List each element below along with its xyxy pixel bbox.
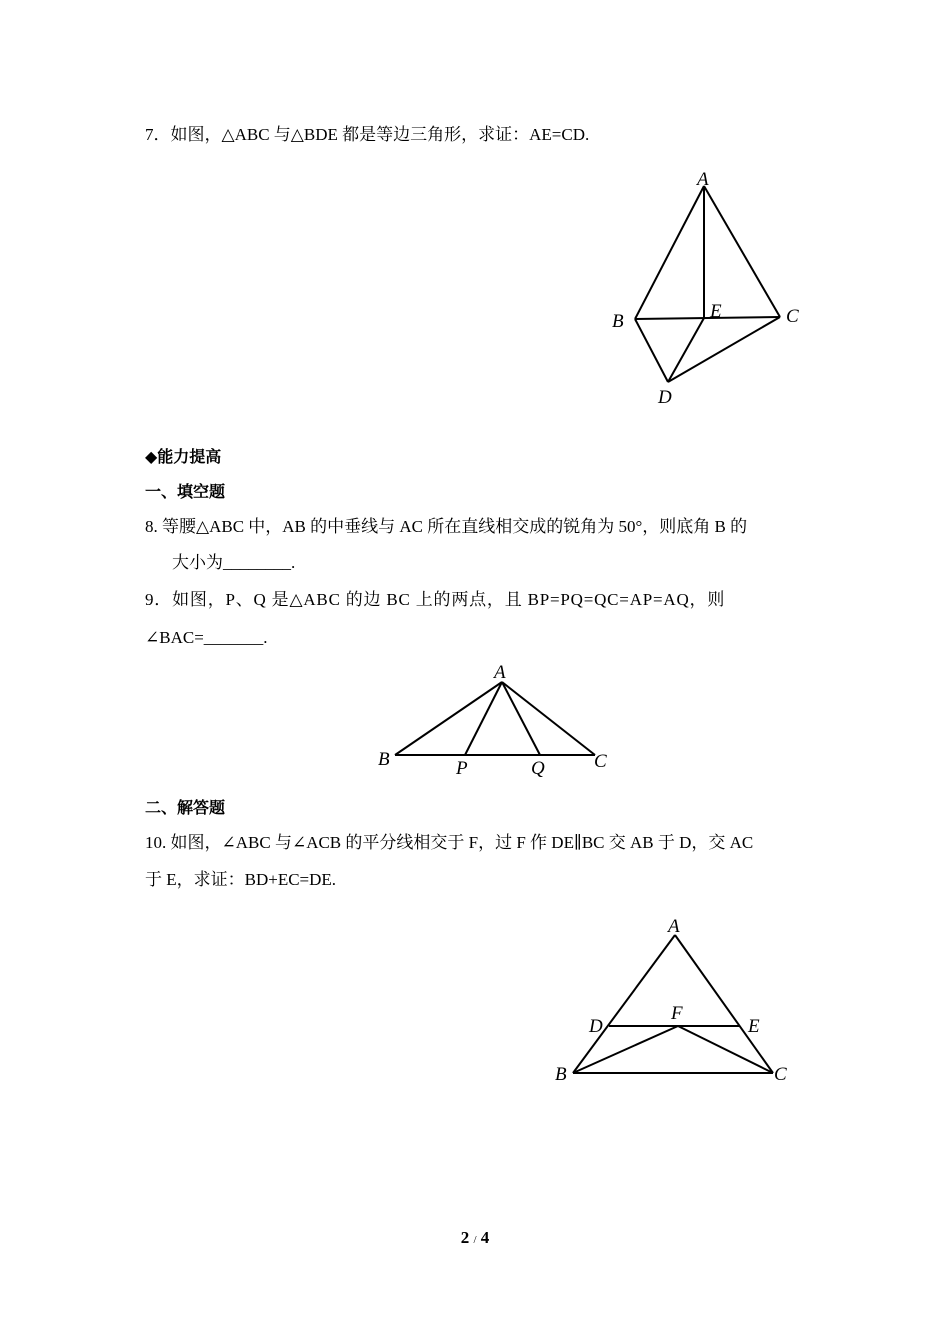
q10-label-a: A [668, 916, 680, 937]
question-10-line2: 于 E，求证：BD+EC=DE. [145, 870, 337, 889]
question-8-prefix: 大小为 [172, 553, 223, 572]
q9-edge-aq [502, 682, 540, 755]
q10-label-b: B [555, 1064, 567, 1085]
question-9-line1: 9．如图，P、Q 是△ABC 的边 BC 上的两点，且 BP=PQ=QC=AP=AQ，则 [145, 590, 726, 609]
page-number [0, 1228, 950, 1248]
q7-label-c: C [786, 306, 799, 327]
q9-label-b: B [378, 749, 390, 770]
q9-label-c: C [594, 751, 607, 772]
question-8-line1: 8. 等腰△ABC 中，AB 的中垂线与 AC 所在直线相交成的锐角为 50°，则底角 B 的 [145, 517, 748, 536]
q9-label-p: P [456, 758, 468, 779]
q10-figure [550, 910, 800, 1090]
q7-edge-bc [635, 317, 780, 319]
page-current: 2 [460, 1228, 470, 1247]
q9-figure [370, 655, 630, 790]
q7-label-d: D [658, 387, 672, 408]
q7-edge-bd [635, 319, 668, 382]
question-8-suffix: . [291, 553, 296, 572]
question-9-line2 [145, 627, 268, 649]
question-9-answer-blank[interactable]: _______ [203, 628, 264, 647]
q10-label-e: E [748, 1016, 760, 1037]
page-total: 4 [480, 1228, 490, 1247]
question-9-suffix: . [263, 628, 268, 647]
q9-edge-ab [395, 682, 502, 755]
q10-label-c: C [774, 1064, 787, 1085]
question-7-text: 7．如图，△ABC 与△BDE 都是等边三角形，求证：AE=CD. [145, 125, 590, 144]
q7-edge-dc [668, 317, 780, 382]
part2-title: 二、解答题 [145, 798, 226, 817]
q9-label-q: Q [531, 758, 545, 779]
section-title: ◆能力提高 [145, 447, 222, 466]
question-9-prefix: ∠BAC= [145, 628, 204, 647]
q9-edge-ap [465, 682, 502, 755]
question-8-answer-blank[interactable]: ________ [223, 553, 291, 572]
page-separator: / [473, 1234, 477, 1246]
q9-edge-ac [502, 682, 595, 755]
q7-edge-ab [635, 186, 704, 319]
part1-title: 一、填空题 [145, 482, 226, 501]
q10-edge-ac [675, 935, 773, 1073]
question-8-line2 [172, 552, 295, 574]
q7-figure [600, 160, 820, 410]
q7-label-a: A [697, 169, 709, 190]
q9-label-a: A [494, 662, 506, 683]
q7-edge-ac [704, 186, 780, 317]
q7-label-e: E [710, 301, 722, 322]
question-10-line1: 10. 如图，∠ABC 与∠ACB 的平分线相交于 F，过 F 作 DE∥BC 交 AB 于 D，交 AC [145, 833, 754, 852]
q10-label-f: F [671, 1003, 683, 1024]
q7-label-b: B [612, 311, 624, 332]
q10-edge-ab [573, 935, 675, 1073]
q10-label-d: D [589, 1016, 603, 1037]
